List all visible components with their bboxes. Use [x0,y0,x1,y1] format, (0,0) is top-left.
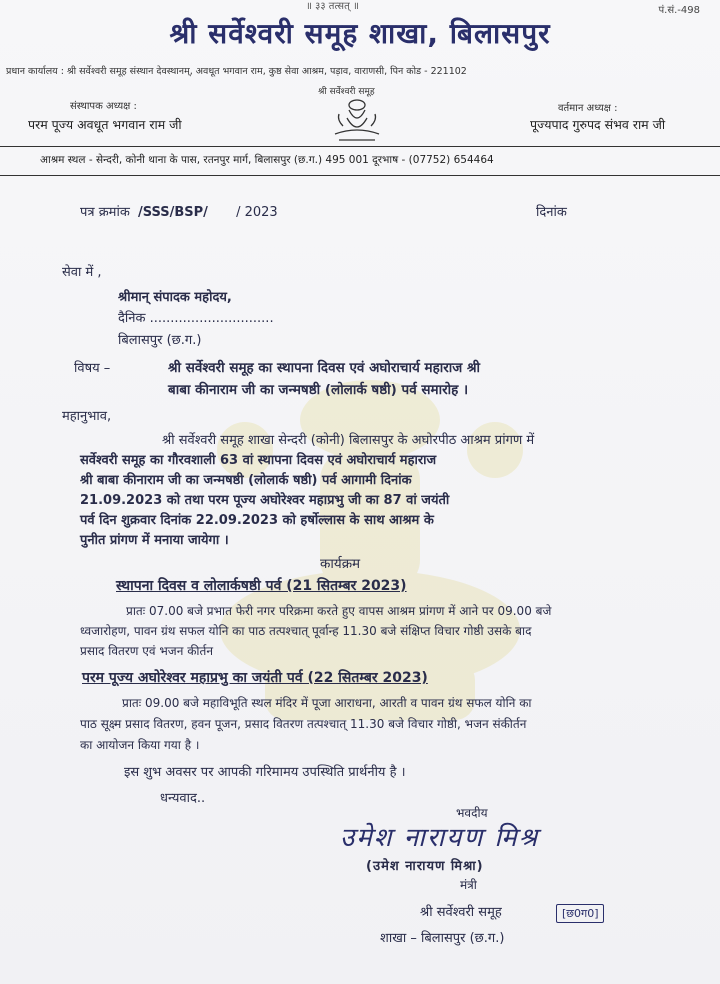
section2-line-3: का आयोजन किया गया है । [80,738,200,752]
section1-title: स्थापना दिवस व लोलार्कषष्ठी पर्व (21 सितम्बर 2023) [116,578,407,594]
body-line-3: श्री बाबा कीनाराम जी का जन्मषष्ठी (लोलार्क षष्ठी) पर्व आगामी दिनांक [80,473,412,488]
date-label: दिनांक [536,205,567,220]
program-heading: कार्यक्रम [320,556,361,572]
founder-label: संस्थापक अध्यक्ष : [70,101,137,112]
header-rule-bottom [0,175,720,176]
header-rule-top [0,146,720,147]
body-line-6: पुनीत प्रांगण में मनाया जायेगा । [80,533,229,548]
closing-request: इस शुभ अवसर पर आपकी गरिमामय उपस्थिति प्रार्थनीय है । [124,765,406,780]
section1-line-2: ध्वजारोहण, पावन ग्रंथ सफल योनि का पाठ तत्पश्चात् पूर्वान्ह 11.30 बजे संक्षिप्त विचार गोष्ठी उसके बाद [80,624,532,638]
founder-name: परम पूज्य अवधूत भगवान राम जी [28,117,182,132]
letter-number-value: /SSS/BSP/ [137,205,208,220]
salutation: महानुभाव, [62,409,112,424]
letterhead-title: श्री सर्वेश्वरी समूह शाखा, बिलासपुर [169,17,551,50]
body-line-1: श्री सर्वेश्वरी समूह शाखा सेन्दरी (कोनी) बिलासपुर के अघोरपीठ आश्रम प्रांगण में [162,433,535,448]
body-line-2: सर्वेश्वरी समूह का गौरवशाली 63 वां स्थापना दिवस एवं अघोराचार्य महाराज [80,453,437,468]
letter-number-label: पत्र क्रमांक [80,205,130,220]
branch-name: शाखा – बिलासपुर (छ.ग.) [380,931,505,946]
recipient-line1: श्रीमान् संपादक महोदय, [118,290,232,305]
section2-line-2: पाठ सूक्ष्म प्रसाद वितरण, हवन पूजन, प्रसाद वितरण तत्पश्चात् 11.30 बजे विचार गोष्ठी, भजन संकीर्तन [80,717,527,731]
section2-title: परम पूज्य अघोरेश्वर महाप्रभु का जयंती पर्व (22 सितम्बर 2023) [82,670,428,686]
org-name: श्री सर्वेश्वरी समूह [420,905,502,920]
body-line-5: पर्व दिन शुक्रवार दिनांक 22.09.2023 को हर्षोल्लास के साथ आश्रम के [80,513,434,528]
section2-line-1: प्रातः 09.00 बजे महाविभूति स्थल मंदिर में पूजा आराधना, आरती व पावन ग्रंथ सफल योनि का [122,696,532,710]
signatory-name: (उमेश नारायण मिश्रा) [366,859,484,874]
top-invocation: ॥ ३३ तत्सत् ॥ [306,1,359,12]
president-label: वर्तमान अध्यक्ष : [558,103,618,114]
subject-line2: बाबा कीनाराम जी का जन्मषष्ठी (लोलार्क षष्ठी) पर्व समारोह । [168,382,469,398]
registration-number: पं.सं.-498 [658,5,700,16]
section1-line-1: प्रातः 07.00 बजे प्रभात फेरी नगर परिक्रमा करते हुए वापस आश्रम प्रांगण में आने पर 09.00 बजे [126,604,552,618]
emblem-caption: श्री सर्वेश्वरी समूह [318,87,375,97]
letter-number-row [80,202,278,220]
closing-thanks: धन्यवाद.. [160,791,206,806]
recipient-line2: दैनिक .............................. [118,311,274,326]
designation: मंत्री [460,878,477,892]
recipient-line3: बिलासपुर (छ.ग.) [118,333,202,348]
head-office-address: प्रधान कार्यालय : श्री सर्वेश्वरी समूह संस्थान देवस्थानम्, अवधूत भगवान राम, कुष्ठ सेवा आश्रम, पड़ाव, वाराणसी, पिन कोड - 221102 [6,66,467,77]
president-name: पूज्यपाद गुरुपद संभव राम जी [530,117,666,132]
yours-faithfully: भवदीय [456,806,488,820]
ashram-address: आश्रम स्थल - सेन्दरी, कोनी थाना के पास, रतनपुर मार्ग, बिलासपुर (छ.ग.) 495 001 दूरभाष - (07752) 654464 [40,154,494,166]
official-stamp: [छ0ग0] [556,904,604,923]
body-line-4: 21.09.2023 को तथा परम पूज्य अघोरेश्वर महाप्रभु जी का 87 वां जयंती [80,493,450,508]
section1-line-3: प्रसाद वितरण एवं भजन कीर्तन [80,644,214,658]
organization-emblem-icon [325,96,389,144]
subject-label: विषय – [74,361,111,376]
recipient-to: सेवा में , [62,265,102,280]
subject-line1: श्री सर्वेश्वरी समूह का स्थापना दिवस एवं अघोराचार्य महाराज श्री [168,360,481,376]
letter-year: / 2023 [236,205,278,220]
signature: उमेश नारायण मिश्र [340,823,540,853]
